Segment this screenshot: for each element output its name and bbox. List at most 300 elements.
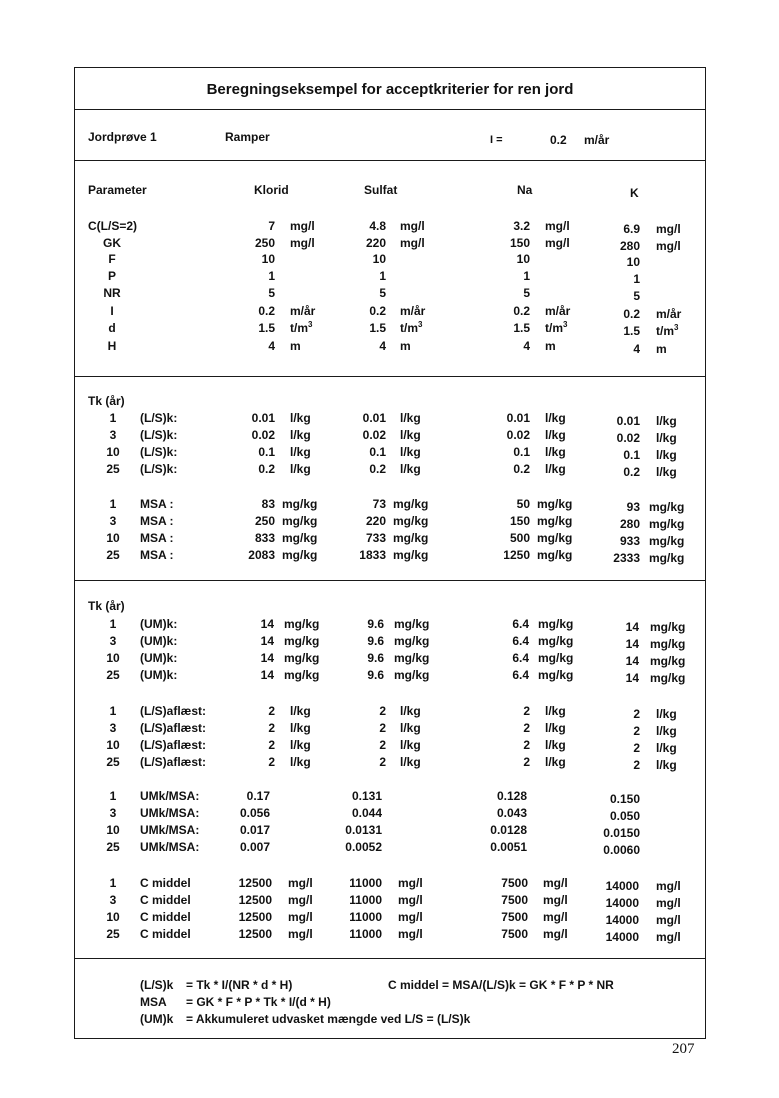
param-label: NR [103, 286, 121, 300]
row-unit: mg/kg [538, 634, 574, 648]
row-value: 6.4 [512, 634, 529, 648]
param-unit: m/år [656, 307, 682, 321]
tk-value: 3 [109, 634, 117, 648]
tk-value: 3 [109, 514, 117, 528]
param-value: 280 [619, 239, 640, 253]
row-value: 50 [516, 497, 530, 511]
row-value: 2 [523, 704, 530, 718]
row-value: 0.02 [506, 428, 530, 442]
row-value: 0.043 [496, 806, 527, 820]
row-value: 0.0128 [490, 823, 527, 837]
row-label: C middel [140, 876, 191, 890]
row-value: 2083 [248, 548, 275, 562]
row-value: 93 [626, 500, 640, 514]
infiltration-label: I = [490, 134, 503, 146]
row-label: (UM)k: [140, 651, 178, 665]
row-value: 2 [268, 721, 275, 735]
row-unit: l/kg [400, 755, 421, 769]
tk-value: 3 [109, 893, 117, 907]
row-value: 73 [372, 497, 386, 511]
row-value: 0.01 [506, 411, 530, 425]
row-value: 14000 [605, 913, 639, 927]
param-value: 10 [516, 252, 530, 266]
row-value: 0.2 [623, 465, 640, 479]
row-value: 6.4 [512, 617, 529, 631]
divider-title [74, 109, 706, 110]
row-value: 7500 [501, 876, 528, 890]
infiltration-value: 0.2 [550, 133, 567, 147]
row-value: 0.01 [362, 411, 386, 425]
row-unit: l/kg [545, 411, 566, 425]
param-value: 0.2 [623, 307, 640, 321]
row-unit: mg/kg [650, 654, 686, 668]
param-unit: mg/l [290, 236, 315, 250]
row-label: (L/S)k: [140, 462, 178, 476]
tk-value: 1 [109, 411, 117, 425]
tk-value: 10 [106, 738, 120, 752]
row-value: 11000 [349, 927, 382, 941]
param-label: F [108, 252, 116, 266]
param-label: P [107, 269, 116, 283]
superscript: 3 [674, 323, 679, 332]
param-unit: m/år [545, 304, 571, 318]
row-value: 2 [268, 704, 275, 718]
row-value: 9.6 [367, 651, 384, 665]
param-value: 1 [268, 269, 275, 283]
row-value: 0.1 [258, 445, 275, 459]
row-unit: l/kg [656, 758, 677, 772]
row-unit: l/kg [545, 738, 566, 752]
row-unit: mg/kg [650, 637, 686, 651]
row-value: 14 [625, 654, 639, 668]
tk-value: 1 [109, 617, 117, 631]
param-value: 250 [254, 236, 275, 250]
row-unit: l/kg [400, 411, 421, 425]
param-unit: $t/m^3$ [656, 323, 679, 338]
row-value: 0.050 [609, 809, 640, 823]
formula-um-eq: = Akkumuleret udvasket mængde ved L/S = (L/S)k [186, 1012, 471, 1026]
row-value: 2 [633, 758, 640, 772]
divider-section2 [74, 580, 706, 581]
tk-value: 25 [106, 668, 120, 682]
row-value: 2 [633, 741, 640, 755]
tk-value: 10 [106, 531, 120, 545]
row-unit: mg/l [656, 913, 681, 927]
param-value: 10 [372, 252, 386, 266]
param-value: 1 [379, 269, 386, 283]
row-value: 14 [260, 617, 274, 631]
column-header-na: Na [517, 183, 533, 197]
row-value: 833 [254, 531, 275, 545]
superscript: 3 [308, 320, 313, 329]
row-value: 0.131 [351, 789, 382, 803]
row-unit: mg/l [543, 927, 568, 941]
row-unit: mg/kg [537, 497, 573, 511]
param-value: 10 [261, 252, 275, 266]
row-label: C middel [140, 910, 191, 924]
row-label: MSA : [140, 497, 174, 511]
row-unit: mg/kg [284, 651, 320, 665]
param-value: 1.5 [369, 321, 386, 335]
param-value: 0.2 [513, 304, 530, 318]
param-label: d [108, 321, 116, 335]
row-value: 0.128 [496, 789, 527, 803]
param-value: 1 [523, 269, 530, 283]
row-unit: mg/l [656, 896, 681, 910]
row-unit: mg/kg [537, 531, 573, 545]
row-value: 14000 [605, 879, 639, 893]
row-unit: l/kg [400, 738, 421, 752]
row-value: 0.0060 [603, 843, 640, 857]
row-value: 0.150 [609, 792, 640, 806]
row-value: 0.1 [513, 445, 530, 459]
row-value: 933 [619, 534, 640, 548]
row-unit: mg/kg [393, 497, 429, 511]
row-value: 0.02 [616, 431, 640, 445]
row-value: 0.0052 [345, 840, 382, 854]
row-unit: l/kg [545, 721, 566, 735]
row-value: 733 [365, 531, 386, 545]
param-unit: $t/m^3$ [290, 320, 313, 335]
row-value: 14 [260, 634, 274, 648]
row-value: 7500 [501, 893, 528, 907]
row-unit: l/kg [545, 462, 566, 476]
row-value: 2 [379, 738, 386, 752]
param-value: 6.9 [623, 222, 640, 236]
sample-label: Jordprøve 1 [88, 130, 157, 144]
row-label: (L/S)k: [140, 428, 178, 442]
param-unit: mg/l [400, 219, 425, 233]
formula-msa-term: MSA [140, 995, 167, 1009]
row-unit: l/kg [290, 462, 311, 476]
row-value: 9.6 [367, 634, 384, 648]
row-value: 14 [625, 620, 639, 634]
row-value: 12500 [238, 876, 272, 890]
tk-value: 1 [109, 497, 117, 511]
param-label: I [110, 304, 114, 318]
column-header-k: K [630, 186, 639, 200]
row-label: UMk/MSA: [140, 806, 200, 820]
row-label: (L/S)aflæst: [140, 704, 206, 718]
page-number: 207 [672, 1041, 695, 1057]
row-unit: l/kg [290, 445, 311, 459]
divider-params [74, 376, 706, 377]
row-unit: l/kg [656, 724, 677, 738]
row-value: 2 [379, 721, 386, 735]
row-value: 11000 [349, 876, 382, 890]
row-value: 150 [509, 514, 530, 528]
row-unit: mg/kg [537, 514, 573, 528]
tk-value: 25 [106, 927, 120, 941]
row-unit: mg/kg [538, 651, 574, 665]
row-unit: l/kg [656, 741, 677, 755]
row-label: (L/S)k: [140, 411, 178, 425]
row-label: (L/S)aflæst: [140, 738, 206, 752]
row-label: UMk/MSA: [140, 840, 200, 854]
row-label: (L/S)k: [140, 445, 178, 459]
row-unit: l/kg [656, 707, 677, 721]
row-value: 9.6 [367, 668, 384, 682]
row-unit: l/kg [400, 462, 421, 476]
row-unit: mg/kg [282, 548, 318, 562]
row-unit: l/kg [400, 704, 421, 718]
row-value: 1250 [503, 548, 530, 562]
row-value: 0.02 [362, 428, 386, 442]
row-value: 6.4 [512, 651, 529, 665]
row-unit: mg/l [398, 893, 423, 907]
row-value: 0.02 [251, 428, 275, 442]
row-unit: l/kg [290, 428, 311, 442]
row-unit: mg/kg [394, 651, 430, 665]
row-value: 0.056 [239, 806, 270, 820]
tk-header: Tk (år) [88, 599, 125, 613]
row-label: (UM)k: [140, 617, 178, 631]
row-value: 0.2 [258, 462, 275, 476]
row-unit: mg/l [543, 910, 568, 924]
param-value: 10 [626, 255, 640, 269]
row-value: 9.6 [367, 617, 384, 631]
row-value: 220 [365, 514, 386, 528]
tk-value: 1 [109, 876, 117, 890]
param-value: 150 [509, 236, 530, 250]
column-header-klorid: Klorid [254, 183, 289, 197]
param-unit: mg/l [656, 239, 681, 253]
tk-header: Tk (år) [88, 394, 125, 408]
row-label: (L/S)aflæst: [140, 721, 206, 735]
param-unit: mg/l [545, 219, 570, 233]
tk-value: 10 [106, 910, 120, 924]
param-value: 1.5 [258, 321, 275, 335]
row-unit: mg/kg [393, 514, 429, 528]
row-value: 14 [260, 668, 274, 682]
row-unit: mg/kg [538, 617, 574, 631]
param-value: 7 [268, 219, 275, 233]
tk-value: 25 [106, 755, 120, 769]
row-value: 0.2 [513, 462, 530, 476]
row-unit: mg/kg [649, 500, 685, 514]
row-value: 0.0131 [345, 823, 382, 837]
tk-value: 3 [109, 721, 117, 735]
row-value: 12500 [238, 927, 272, 941]
superscript: 3 [418, 320, 423, 329]
row-label: MSA : [140, 531, 174, 545]
row-unit: l/kg [290, 755, 311, 769]
row-value: 11000 [349, 910, 382, 924]
row-unit: l/kg [290, 738, 311, 752]
tk-value: 25 [106, 548, 120, 562]
row-unit: mg/l [398, 910, 423, 924]
row-value: 2 [523, 738, 530, 752]
divider-header [74, 160, 706, 161]
row-unit: mg/kg [394, 617, 430, 631]
param-value: 4 [379, 339, 386, 353]
infiltration-unit: m/år [584, 133, 610, 147]
tk-value: 3 [109, 428, 117, 442]
row-unit: mg/l [543, 893, 568, 907]
row-value: 0.1 [623, 448, 640, 462]
row-unit: l/kg [400, 445, 421, 459]
row-value: 14 [625, 637, 639, 651]
row-unit: mg/l [543, 876, 568, 890]
row-unit: l/kg [656, 448, 677, 462]
row-unit: mg/l [398, 927, 423, 941]
formula-msa-eq: = GK * F * P * Tk * I/(d * H) [186, 995, 331, 1009]
row-value: 12500 [238, 893, 272, 907]
param-value: 1.5 [623, 324, 640, 338]
param-unit: m [656, 342, 667, 356]
param-value: 4 [523, 339, 530, 353]
row-unit: l/kg [656, 431, 677, 445]
row-unit: mg/l [288, 927, 313, 941]
row-unit: l/kg [400, 721, 421, 735]
row-value: 83 [261, 497, 275, 511]
row-value: 14 [625, 671, 639, 685]
tk-value: 25 [106, 840, 120, 854]
tk-value: 10 [106, 445, 120, 459]
param-value: 4 [268, 339, 275, 353]
divider-section3 [74, 958, 706, 959]
row-value: 500 [509, 531, 530, 545]
row-label: (L/S)aflæst: [140, 755, 206, 769]
row-value: 2 [633, 707, 640, 721]
param-unit: mg/l [290, 219, 315, 233]
row-value: 14 [260, 651, 274, 665]
tk-value: 3 [109, 806, 117, 820]
row-unit: l/kg [656, 414, 677, 428]
row-value: 2 [633, 724, 640, 738]
row-value: 0.01 [251, 411, 275, 425]
row-value: 2 [379, 704, 386, 718]
row-unit: mg/l [398, 876, 423, 890]
row-value: 12500 [238, 910, 272, 924]
parameter-header: Parameter [88, 183, 147, 197]
row-value: 2 [268, 738, 275, 752]
row-label: (UM)k: [140, 634, 178, 648]
param-unit: mg/l [400, 236, 425, 250]
param-value: 1.5 [513, 321, 530, 335]
row-unit: mg/kg [393, 531, 429, 545]
row-unit: mg/kg [282, 514, 318, 528]
row-unit: l/kg [545, 445, 566, 459]
formula-cmiddel: C middel = MSA/(L/S)k = GK * F * P * NR [388, 978, 614, 992]
row-value: 0.17 [246, 789, 270, 803]
row-label: UMk/MSA: [140, 823, 200, 837]
row-unit: mg/kg [649, 551, 685, 565]
row-unit: l/kg [290, 704, 311, 718]
param-unit: $t/m^3$ [545, 320, 568, 335]
row-unit: mg/l [288, 876, 313, 890]
column-header-sulfat: Sulfat [364, 183, 398, 197]
row-unit: mg/kg [284, 617, 320, 631]
row-value: 0.2 [369, 462, 386, 476]
row-value: 11000 [349, 893, 382, 907]
superscript: 3 [563, 320, 568, 329]
param-unit: m [290, 339, 301, 353]
param-value: 4.8 [369, 219, 386, 233]
row-value: 280 [619, 517, 640, 531]
row-unit: mg/l [656, 879, 681, 893]
formula-um-term: (UM)k [140, 1012, 174, 1026]
formula-ls-term: (L/S)k [140, 978, 174, 992]
row-unit: mg/kg [393, 548, 429, 562]
row-value: 1833 [359, 548, 386, 562]
row-label: MSA : [140, 548, 174, 562]
row-value: 2 [268, 755, 275, 769]
row-value: 2 [523, 755, 530, 769]
param-unit: mg/l [545, 236, 570, 250]
row-label: UMk/MSA: [140, 789, 200, 803]
param-value: 220 [365, 236, 386, 250]
row-unit: mg/kg [649, 517, 685, 531]
row-unit: mg/l [656, 930, 681, 944]
row-unit: mg/kg [538, 668, 574, 682]
row-value: 0.0150 [603, 826, 640, 840]
row-value: 0.1 [369, 445, 386, 459]
param-unit: m [545, 339, 556, 353]
row-value: 7500 [501, 927, 528, 941]
param-unit: m/år [400, 304, 426, 318]
row-value: 0.0051 [490, 840, 527, 854]
site-label: Ramper [225, 130, 270, 144]
row-unit: mg/kg [284, 668, 320, 682]
formula-ls-eq: = Tk * I/(NR * d * H) [186, 978, 293, 992]
row-value: 0.044 [351, 806, 382, 820]
row-unit: l/kg [545, 428, 566, 442]
row-value: 0.01 [616, 414, 640, 428]
row-unit: mg/kg [394, 634, 430, 648]
row-label: MSA : [140, 514, 174, 528]
row-unit: mg/kg [282, 531, 318, 545]
row-label: (UM)k: [140, 668, 178, 682]
param-unit: m [400, 339, 411, 353]
param-label: H [107, 339, 117, 353]
param-unit: mg/l [656, 222, 681, 236]
row-unit: l/kg [290, 721, 311, 735]
row-unit: mg/kg [284, 634, 320, 648]
param-value: 5 [523, 286, 530, 300]
row-value: 2333 [613, 551, 640, 565]
param-value: 5 [633, 289, 640, 303]
row-unit: l/kg [545, 755, 566, 769]
tk-value: 1 [109, 704, 117, 718]
row-unit: mg/kg [649, 534, 685, 548]
param-unit: $t/m^3$ [400, 320, 423, 335]
row-unit: mg/kg [394, 668, 430, 682]
row-value: 14000 [605, 896, 639, 910]
tk-value: 10 [106, 651, 120, 665]
param-value: 4 [633, 342, 640, 356]
param-value: 5 [268, 286, 275, 300]
row-unit: l/kg [400, 428, 421, 442]
row-unit: mg/kg [650, 671, 686, 685]
row-unit: mg/l [288, 910, 313, 924]
param-value: 0.2 [369, 304, 386, 318]
row-value: 0.007 [239, 840, 270, 854]
row-value: 7500 [501, 910, 528, 924]
row-unit: l/kg [656, 465, 677, 479]
param-label: C(L/S=2) [88, 219, 138, 233]
row-value: 250 [254, 514, 275, 528]
param-value: 0.2 [258, 304, 275, 318]
row-value: 14000 [605, 930, 639, 944]
row-unit: mg/kg [537, 548, 573, 562]
row-unit: l/kg [545, 704, 566, 718]
tk-value: 25 [106, 462, 120, 476]
row-unit: mg/kg [650, 620, 686, 634]
tk-value: 10 [106, 823, 120, 837]
row-unit: mg/kg [282, 497, 318, 511]
row-value: 0.017 [239, 823, 270, 837]
